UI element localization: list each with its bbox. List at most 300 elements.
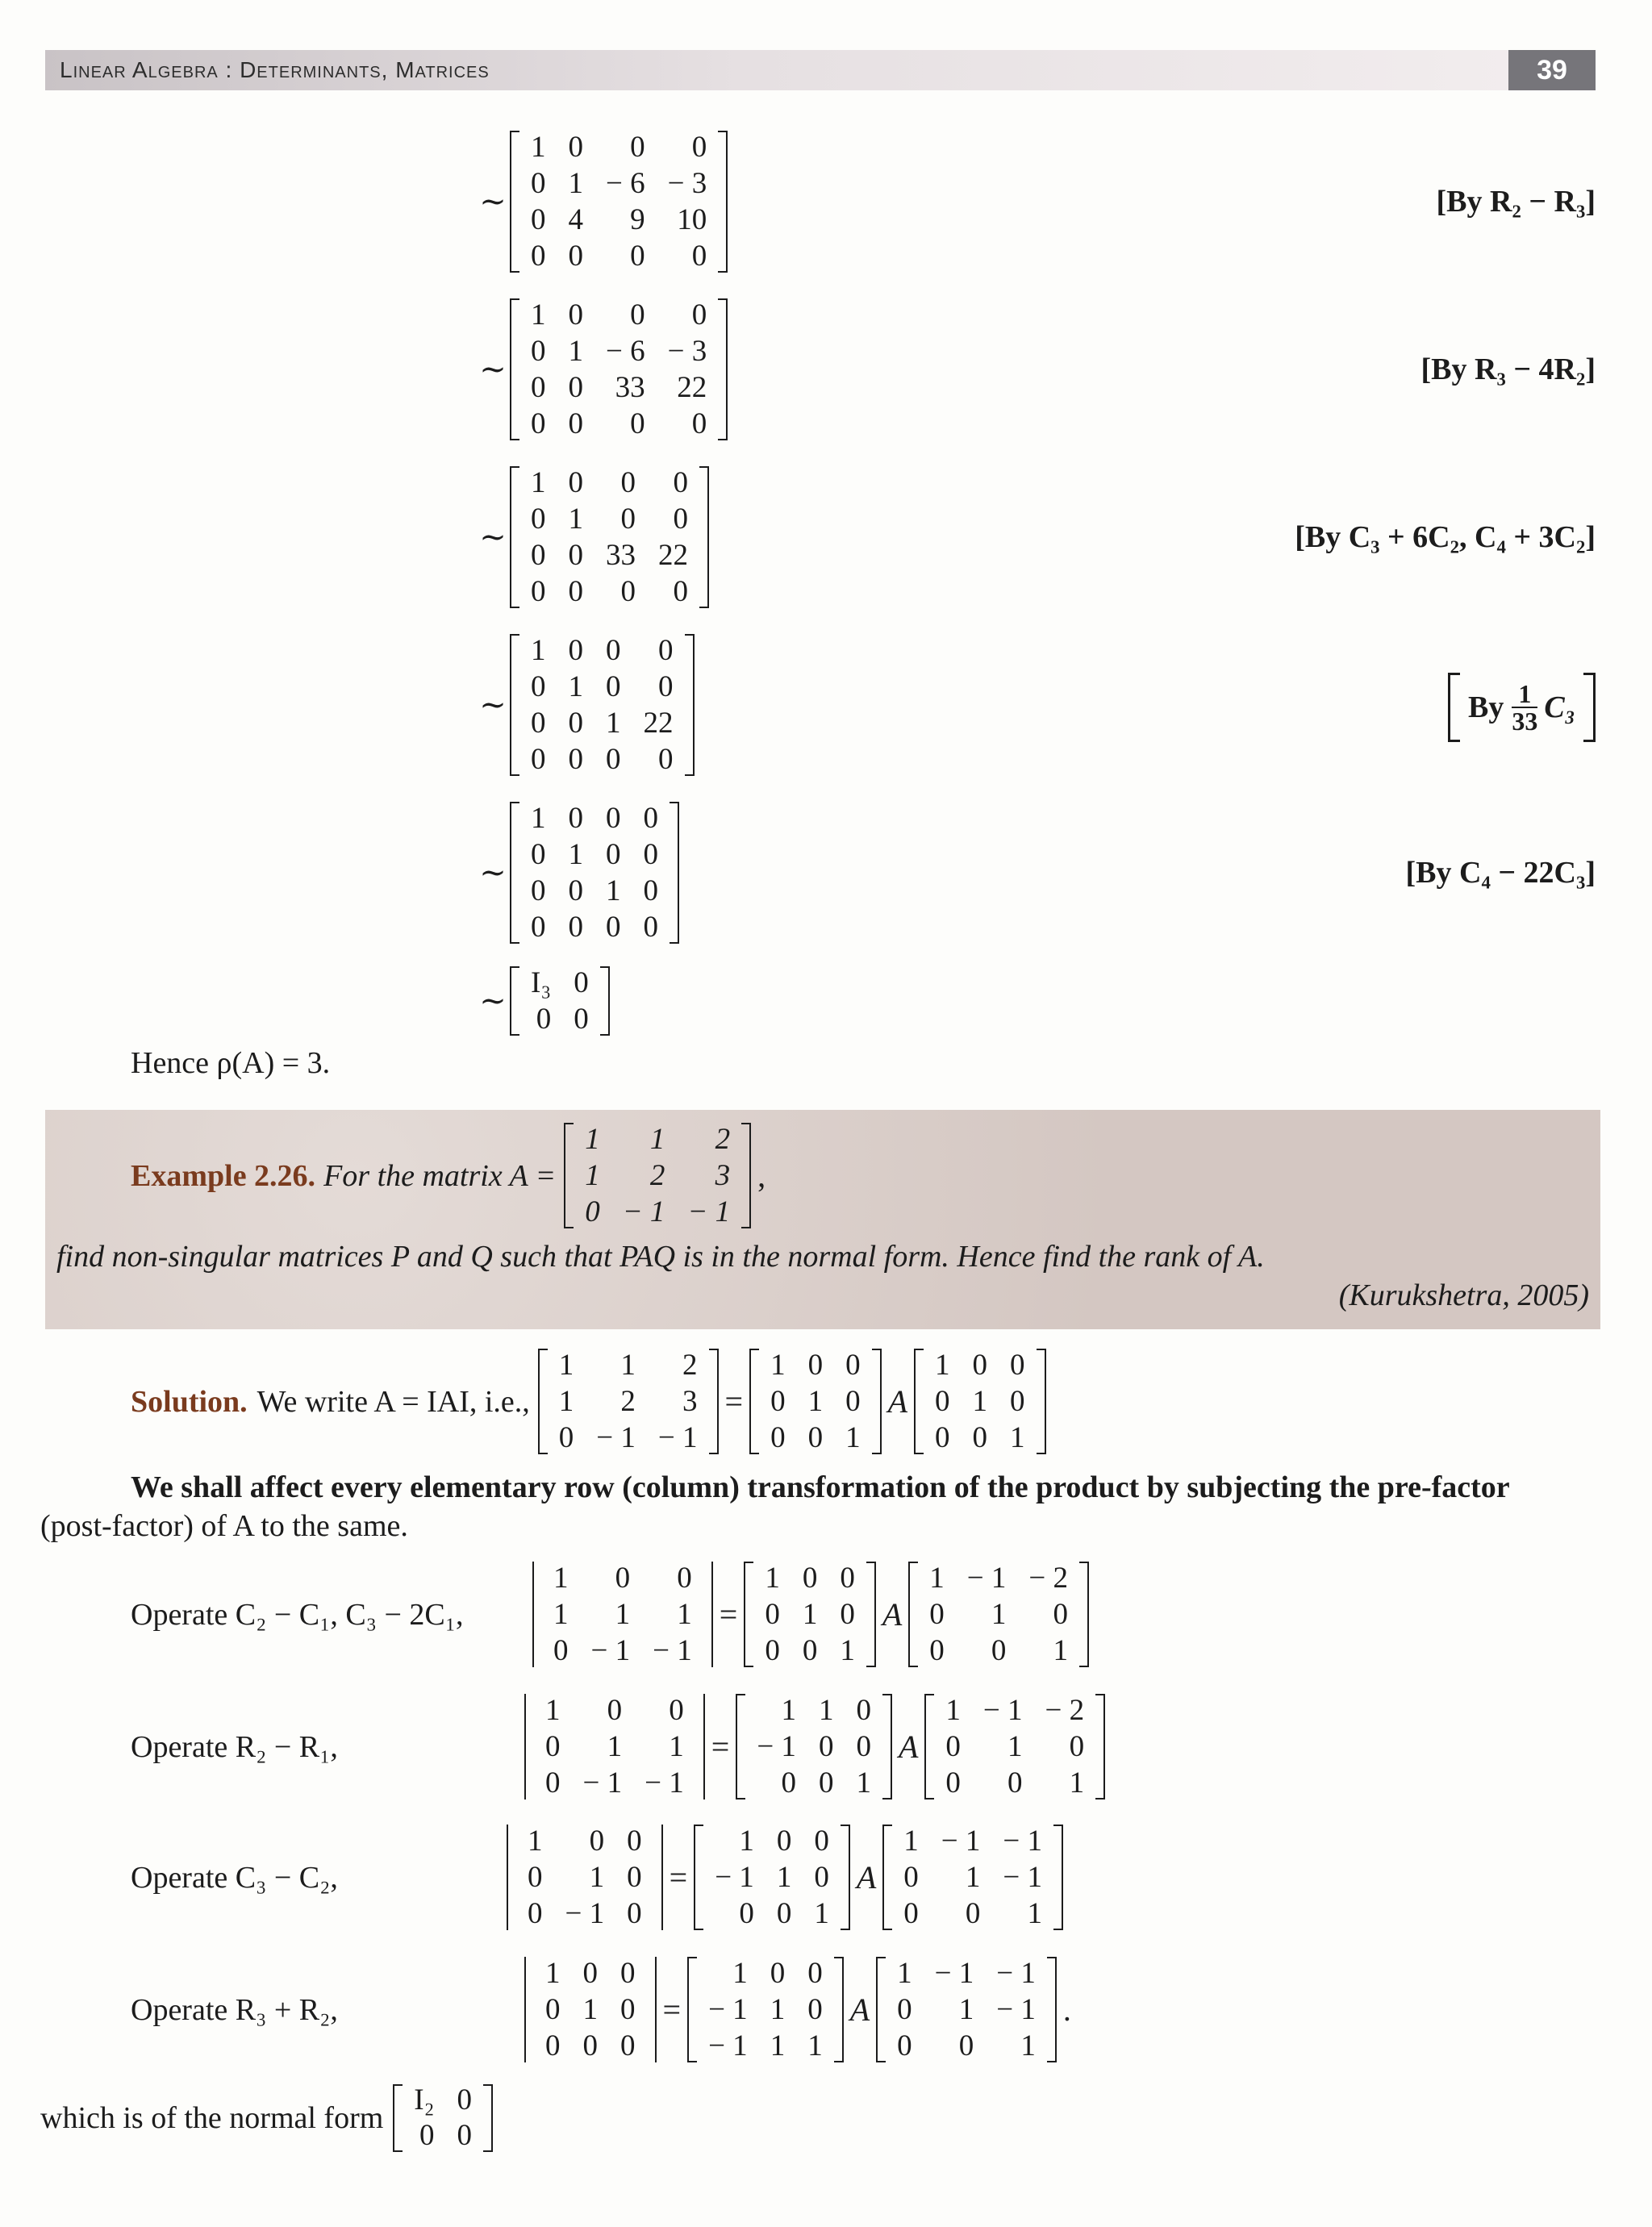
matrix-cell: 0: [589, 1825, 605, 1858]
matrix-cell: 1: [531, 298, 546, 332]
equivalence-symbol: ~: [479, 351, 507, 388]
matrix-cell: 1: [807, 1385, 824, 1418]
matrix-cell: 0: [802, 1634, 818, 1667]
step-matrix: [510, 465, 709, 610]
matrix-cell: 0: [531, 371, 546, 404]
matrix-cell: 0: [929, 1634, 945, 1667]
matrix-cell: 0: [935, 1385, 950, 1418]
matrix-cell: − 1: [687, 1195, 731, 1228]
matrix-cell: 1: [807, 2029, 823, 2062]
symbol-A: A: [882, 1596, 903, 1633]
running-title: Linear Algebra : Determinants, Matrices: [60, 57, 490, 82]
matrix-cell: 2: [620, 1385, 636, 1418]
step-matrix: [510, 297, 728, 442]
matrix-cell: 0: [897, 1993, 912, 2026]
matrix-cell: 0: [568, 575, 583, 608]
matrix-cell: 0: [568, 874, 583, 907]
matrix-cell: − 1: [590, 1634, 631, 1667]
matrix-cell: 0: [568, 634, 583, 667]
result-matrix: [524, 1955, 657, 2064]
matrix-cell: 0: [856, 1730, 871, 1763]
matrix-cell: 2: [715, 1123, 731, 1156]
equals: =: [669, 1859, 688, 1895]
matrix-cell: 1: [582, 1993, 598, 2026]
matrix-cell: 1: [568, 838, 583, 871]
matrix-cell: 1: [958, 1993, 974, 2026]
result-matrix: [532, 1560, 713, 1669]
matrix-cell: 0: [531, 407, 546, 440]
matrix-cell: 0: [620, 1993, 636, 2026]
matrix-cell: 1: [568, 335, 583, 368]
matrix-cell: 1: [845, 1421, 861, 1454]
equivalence-symbol: ~: [479, 183, 507, 220]
symbol-A: A: [887, 1383, 908, 1420]
final-line: [40, 2083, 493, 2154]
matrix-cell: 0: [818, 1730, 834, 1763]
matrix-cell: 1: [972, 1385, 988, 1418]
operation-equation: [524, 1692, 1105, 1801]
postfactor-matrix: [924, 1692, 1105, 1801]
matrix-cell: 0: [528, 1897, 543, 1930]
annotation-col: C₃: [1544, 690, 1575, 724]
postfactor-matrix: [876, 1955, 1057, 2064]
matrix-cell: 0: [677, 1562, 692, 1595]
matrix-cell: 1: [558, 1349, 574, 1382]
matrix-cell: 0: [531, 911, 546, 944]
matrix-cell: 0: [531, 874, 546, 907]
matrix-cell: 0: [630, 298, 645, 332]
symbol-A: A: [849, 1991, 870, 2028]
matrix-cell: 0: [545, 1766, 561, 1800]
matrix-cell: 0: [531, 240, 546, 273]
matrix-cell: 1: [531, 802, 546, 835]
matrix-cell: 1: [770, 2029, 786, 2062]
matrix-cell: 0: [531, 707, 546, 740]
matrix-cell: 0: [620, 466, 636, 499]
equals: =: [711, 1729, 730, 1765]
matrix-cell: 0: [814, 1861, 829, 1894]
matrix-cell: 0: [531, 838, 546, 871]
matrix-cell: 0: [658, 670, 674, 703]
reduction-step: [476, 465, 709, 610]
operation-label: Operate C₃ − C₂,: [131, 1861, 338, 1895]
comma: ,: [757, 1157, 766, 1194]
matrix-cell: 0: [935, 1421, 950, 1454]
matrix-cell: 1: [606, 874, 621, 907]
matrix-cell: 1: [553, 1598, 569, 1631]
matrix-cell: − 1: [596, 1421, 636, 1454]
matrix-cell: 0: [776, 1825, 792, 1858]
matrix-cell: 0: [765, 1598, 780, 1631]
matrix-cell: 0: [673, 575, 688, 608]
matrix-cell: 0: [972, 1421, 988, 1454]
matrix-cell: 1: [589, 1861, 605, 1894]
matrix-cell: 0: [630, 407, 645, 440]
matrix-cell: 1: [1069, 1766, 1085, 1800]
equals: =: [724, 1383, 744, 1420]
bracket-left: [1448, 673, 1460, 742]
matrix-cell: − 2: [1045, 1694, 1085, 1727]
symbol-A: A: [856, 1859, 877, 1895]
matrix-cell: 0: [781, 1766, 796, 1800]
matrix-cell: 1: [1027, 1897, 1042, 1930]
matrix-cell: − 1: [565, 1897, 605, 1930]
matrix-cell: 0: [958, 2029, 974, 2062]
symbol-A: A: [898, 1729, 919, 1765]
matrix-cell: 0: [770, 1421, 786, 1454]
matrix-cell: 0: [770, 1957, 786, 1990]
matrix-cell: 1: [568, 670, 583, 703]
matrix-cell: 1: [1020, 2029, 1036, 2062]
step-matrix: [510, 965, 610, 1037]
matrix-cell: 0: [929, 1598, 945, 1631]
matrix-cell: 0: [615, 1562, 631, 1595]
result-matrix: [507, 1823, 663, 1932]
matrix-cell: 1: [945, 1694, 961, 1727]
matrix-A: [538, 1347, 719, 1456]
matrix-cell: 0: [553, 1634, 569, 1667]
matrix-cell: 2: [649, 1159, 665, 1192]
solution-label: Solution.: [131, 1384, 248, 1419]
operation-equation: [507, 1823, 1063, 1932]
matrix-cell: 1: [620, 1349, 636, 1382]
matrix-cell: 0: [691, 298, 707, 332]
matrix-cell: − 1: [708, 1993, 748, 2026]
matrix-cell: 0: [856, 1694, 871, 1727]
matrix-cell: − 3: [667, 167, 707, 200]
matrix-cell: − 2: [1028, 1562, 1068, 1595]
matrix-cell: 0: [845, 1385, 861, 1418]
matrix-cell: 22: [658, 539, 688, 572]
matrix-I-left: [749, 1347, 882, 1456]
matrix-cell: 1: [677, 1598, 692, 1631]
matrix-cell: 0: [658, 634, 674, 667]
prefactor-matrix: [736, 1692, 892, 1801]
paragraph-line1: We shall affect every elementary row (column) transformation of the product by subjecting the pre-factor: [131, 1470, 1510, 1504]
matrix-cell: 0: [620, 575, 636, 608]
paragraph-line2: (post-factor) of A to the same.: [40, 1509, 408, 1543]
operation-label: Operate R₂ − R₁,: [131, 1730, 338, 1764]
matrix-cell: 0: [419, 2119, 435, 2152]
prefactor-matrix: [687, 1955, 844, 2064]
equivalence-symbol: ~: [479, 686, 507, 724]
step-annotation: [By R₂ − R₃]: [1436, 185, 1596, 219]
matrix-cell: 0: [568, 466, 583, 499]
matrix-cell: 1: [607, 1730, 623, 1763]
matrix-cell: 0: [691, 240, 707, 273]
matrix-cell: 1: [903, 1825, 919, 1858]
matrix-cell: 0: [545, 2029, 561, 2062]
matrix-cell: 0: [669, 1694, 684, 1727]
step-matrix: [510, 632, 695, 778]
example-label: Example 2.26.: [131, 1158, 316, 1193]
matrix-cell: I₃: [531, 966, 552, 999]
matrix-cell: − 6: [606, 335, 645, 368]
matrix-cell: − 1: [1003, 1825, 1042, 1858]
matrix-cell: 1: [1007, 1730, 1023, 1763]
matrix-cell: 0: [770, 1385, 786, 1418]
matrix-cell: 0: [606, 670, 621, 703]
page-number: 39: [1508, 50, 1596, 90]
matrix-cell: 1: [776, 1861, 792, 1894]
solution-lead: We write A = IAI, i.e.,: [257, 1384, 530, 1419]
matrix-cell: 1: [606, 707, 621, 740]
matrix-cell: 1: [739, 1825, 754, 1858]
matrix-cell: 0: [643, 874, 658, 907]
matrix-cell: 0: [691, 131, 707, 164]
matrix-cell: 1: [781, 1694, 796, 1727]
matrix-cell: 0: [840, 1598, 855, 1631]
step-annotation: [By C₃ + 6C₂, C₄ + 3C₂]: [1295, 520, 1596, 554]
matrix-cell: 0: [620, 1957, 636, 1990]
matrix-cell: 1: [965, 1861, 981, 1894]
matrix-cell: 0: [607, 1694, 623, 1727]
matrix-cell: 1: [1053, 1634, 1068, 1667]
matrix-cell: 0: [531, 503, 546, 536]
fraction: [1512, 681, 1537, 734]
matrix-cell: 0: [673, 503, 688, 536]
matrix-cell: − 1: [982, 1694, 1023, 1727]
matrix-cell: 1: [531, 634, 546, 667]
matrix-cell: 1: [545, 1957, 561, 1990]
step-annotation: [By C₄ − 22C₃]: [1405, 856, 1596, 890]
matrix-cell: − 1: [966, 1562, 1007, 1595]
matrix-cell: 0: [528, 1861, 543, 1894]
matrix-cell: 0: [531, 335, 546, 368]
example-lead: For the matrix A =: [323, 1158, 557, 1193]
matrix-cell: 33: [606, 539, 636, 572]
step-annotation: [By R₃ − 4R₂]: [1420, 352, 1596, 386]
matrix-cell: 1: [814, 1897, 829, 1930]
example-header: [131, 1121, 772, 1230]
matrix-cell: 1: [935, 1349, 950, 1382]
matrix-cell: 0: [814, 1825, 829, 1858]
matrix-cell: 1: [897, 1957, 912, 1990]
matrix-cell: 33: [615, 371, 645, 404]
solution-equation: [131, 1347, 1046, 1456]
matrix-cell: − 3: [667, 335, 707, 368]
matrix-cell: 0: [903, 1897, 919, 1930]
operation-equation: [524, 1955, 1078, 2064]
hence-text: Hence ρ(A) = 3.: [131, 1046, 331, 1080]
matrix-cell: 0: [568, 743, 583, 776]
matrix-cell: 0: [574, 966, 589, 999]
matrix-cell: 3: [682, 1385, 698, 1418]
matrix-cell: 0: [965, 1897, 981, 1930]
matrix-cell: 1: [765, 1562, 780, 1595]
matrix-cell: 1: [840, 1634, 855, 1667]
matrix-cell: − 1: [582, 1766, 623, 1800]
matrix-cell: 0: [531, 670, 546, 703]
matrix-cell: 0: [568, 131, 583, 164]
matrix-cell: 3: [715, 1159, 731, 1192]
matrix-cell: 1: [669, 1730, 684, 1763]
matrix-cell: 0: [845, 1349, 861, 1382]
matrix-cell: 0: [457, 2083, 473, 2116]
matrix-cell: I₂: [414, 2083, 435, 2116]
fraction-den: 33: [1512, 707, 1538, 736]
matrix-cell: − 1: [645, 1766, 684, 1800]
matrix-cell: 0: [620, 503, 636, 536]
matrix-cell: 0: [1053, 1598, 1068, 1631]
matrix-cell: 1: [528, 1825, 543, 1858]
matrix-cell: 1: [545, 1694, 561, 1727]
operation-label: Operate R₃ + R₂,: [131, 1993, 338, 2027]
matrix-cell: 1: [615, 1598, 631, 1631]
matrix-cell: 0: [574, 1003, 589, 1036]
matrix-cell: 0: [1069, 1730, 1085, 1763]
page-header: [45, 50, 1596, 90]
equivalence-symbol: ~: [479, 519, 507, 556]
matrix-cell: 0: [568, 911, 583, 944]
matrix-cell: 0: [627, 1861, 642, 1894]
matrix-cell: 0: [568, 298, 583, 332]
matrix-cell: − 1: [996, 1993, 1036, 2026]
matrix-cell: 1: [531, 466, 546, 499]
matrix-cell: − 1: [622, 1195, 665, 1228]
matrix-cell: 0: [807, 1349, 824, 1382]
matrix-cell: 0: [627, 1825, 642, 1858]
equals: =: [719, 1596, 738, 1633]
matrix-cell: 0: [531, 167, 546, 200]
matrix-cell: 0: [606, 743, 621, 776]
matrix-cell: − 1: [1003, 1861, 1042, 1894]
matrix-cell: 1: [802, 1598, 818, 1631]
matrix-cell: − 1: [996, 1957, 1036, 1990]
reduction-step: [476, 129, 728, 274]
reduction-step: [476, 800, 679, 945]
matrix-cell: 0: [536, 1003, 552, 1036]
matrix-cell: 0: [972, 1349, 988, 1382]
matrix-cell: 0: [545, 1730, 561, 1763]
matrix-cell: 0: [531, 575, 546, 608]
matrix-cell: 0: [840, 1562, 855, 1595]
matrix-cell: 1: [585, 1123, 600, 1156]
matrix-cell: 1: [856, 1766, 871, 1800]
matrix-cell: 0: [531, 743, 546, 776]
matrix-cell: 1: [585, 1159, 600, 1192]
matrix-cell: 10: [677, 203, 707, 236]
matrix-cell: − 1: [657, 1421, 698, 1454]
matrix-cell: 0: [627, 1897, 642, 1930]
matrix-cell: 0: [991, 1634, 1007, 1667]
matrix-cell: 0: [606, 802, 621, 835]
matrix-cell: 1: [1010, 1421, 1025, 1454]
matrix-cell: 0: [568, 407, 583, 440]
matrix-cell: 0: [643, 838, 658, 871]
matrix-cell: 0: [620, 2029, 636, 2062]
matrix-cell: 0: [802, 1562, 818, 1595]
fraction-num: 1: [1512, 681, 1537, 708]
matrix-I-right: [914, 1347, 1046, 1456]
matrix-cell: 0: [606, 838, 621, 871]
matrix-cell: 1: [991, 1598, 1007, 1631]
equivalence-symbol: ~: [479, 854, 507, 891]
matrix-cell: 0: [945, 1730, 961, 1763]
reduction-step: [476, 632, 695, 778]
reduction-step: [476, 297, 728, 442]
matrix-cell: 0: [658, 743, 674, 776]
matrix-cell: 1: [531, 131, 546, 164]
step-matrix: [510, 129, 728, 274]
prefactor-matrix: [694, 1823, 850, 1932]
matrix-cell: 0: [776, 1897, 792, 1930]
matrix-cell: 0: [807, 1993, 823, 2026]
bracket-right: [1583, 673, 1596, 742]
equivalence-symbol: ~: [479, 982, 507, 1020]
matrix-cell: 0: [1010, 1349, 1025, 1382]
matrix-cell: 0: [945, 1766, 961, 1800]
final-text: which is of the normal form: [40, 2101, 384, 2135]
matrix-cell: 1: [770, 1993, 786, 2026]
matrix-cell: 0: [807, 1957, 823, 1990]
matrix-cell: 0: [739, 1897, 754, 1930]
matrix-cell: 0: [643, 911, 658, 944]
matrix-cell: 0: [643, 802, 658, 835]
matrix-cell: − 1: [757, 1730, 796, 1763]
matrix-cell: − 1: [653, 1634, 692, 1667]
matrix-cell: 0: [568, 539, 583, 572]
matrix-cell: 0: [606, 634, 621, 667]
matrix-cell: 0: [630, 240, 645, 273]
matrix-cell: 0: [1007, 1766, 1023, 1800]
matrix-cell: 1: [649, 1123, 665, 1156]
postfactor-matrix: [908, 1560, 1089, 1669]
matrix-cell: 0: [568, 240, 583, 273]
annotation-by: By: [1468, 690, 1504, 724]
matrix-cell: 0: [630, 131, 645, 164]
matrix-cell: 0: [765, 1634, 780, 1667]
matrix-cell: 0: [585, 1195, 600, 1228]
matrix-cell: 0: [582, 2029, 598, 2062]
matrix-cell: 0: [691, 407, 707, 440]
example-matrix: [564, 1121, 751, 1230]
period: .: [1062, 1991, 1071, 2028]
matrix-cell: 0: [897, 2029, 912, 2062]
matrix-cell: − 1: [941, 1825, 981, 1858]
matrix-cell: 0: [673, 466, 688, 499]
step-matrix: [510, 800, 679, 945]
matrix-cell: 0: [1010, 1385, 1025, 1418]
matrix-cell: 0: [568, 371, 583, 404]
matrix-cell: − 1: [708, 2029, 748, 2062]
matrix-cell: 0: [558, 1421, 574, 1454]
matrix-cell: 22: [643, 707, 674, 740]
matrix-cell: 0: [606, 911, 621, 944]
example-source: (Kurukshetra, 2005): [1338, 1278, 1589, 1312]
matrix-cell: 4: [568, 203, 583, 236]
matrix-cell: 1: [558, 1385, 574, 1418]
matrix-cell: 9: [630, 203, 645, 236]
equals: =: [662, 1991, 682, 2028]
matrix-cell: 2: [682, 1349, 698, 1382]
step-annotation: [1448, 673, 1596, 742]
matrix-cell: 0: [568, 707, 583, 740]
matrix-cell: 0: [568, 802, 583, 835]
matrix-cell: 1: [553, 1562, 569, 1595]
matrix-cell: 1: [732, 1957, 748, 1990]
matrix-cell: 1: [770, 1349, 786, 1382]
prefactor-matrix: [744, 1560, 876, 1669]
matrix-cell: − 1: [934, 1957, 974, 1990]
matrix-cell: 1: [568, 503, 583, 536]
matrix-cell: 0: [531, 539, 546, 572]
example-question: find non-singular matrices P and Q such that PAQ is in the normal form. Hence find the rank of A.: [56, 1240, 1265, 1274]
matrix-cell: 0: [818, 1766, 834, 1800]
normal-form-matrix: [393, 2083, 493, 2154]
postfactor-matrix: [882, 1823, 1063, 1932]
matrix-cell: 1: [568, 167, 583, 200]
